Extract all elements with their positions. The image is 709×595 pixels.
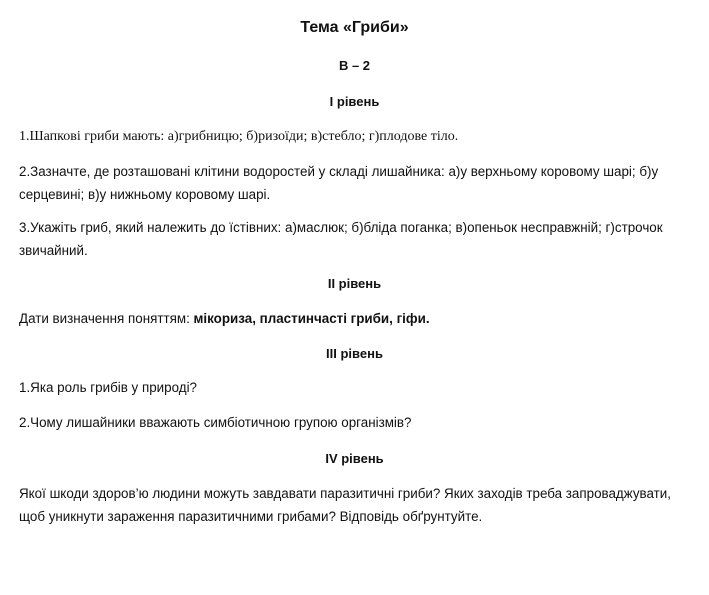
level-2-heading: ІІ рівень [327, 276, 382, 291]
level-1-question-2: 2.Зазначте, де розташовані клітини водоростей у складі лишайника: а)у верхньому коровому шарі; б)у серцевині; в)у нижньому коровому шарі. [19, 164, 659, 202]
level-4-heading: IV рівень [325, 451, 384, 466]
definition-terms: мікориза, пластинчасті гриби, гіфи. [193, 311, 430, 326]
page-title: Тема «Гриби» [300, 19, 409, 36]
level-1-heading: І рівень [329, 94, 380, 109]
level-3-question-2: 2.Чому лишайники вважають симбіотичною групою організмів? [19, 415, 412, 430]
definition-lead: Дати визначення поняттям: [19, 311, 194, 326]
level-3-heading: ІІІ рівень [326, 346, 383, 361]
level-4-question-1: Якої шкоди здоров’ю людини можуть завдавати паразитичні гриби? Яких заходів треба запроваджувати, щоб уникнути зараження паразитичними грибами? Відповідь обґрунтуйте. [19, 486, 672, 524]
level-3-question-1: 1.Яка роль грибів у природі? [19, 380, 197, 395]
level-1-question-1: 1.Шапкові гриби мають: а)грибницю; б)ризоїди; в)стебло; г)плодове тіло. [19, 129, 459, 144]
level-1-question-3: 3.Укажіть гриб, який належить до їстівних: а)маслюк; б)бліда поганка; в)опеньок несправжній; г)строчок звичайний. [19, 220, 663, 258]
level-2-definition-task [19, 307, 699, 330]
variant-label: В – 2 [338, 58, 371, 73]
